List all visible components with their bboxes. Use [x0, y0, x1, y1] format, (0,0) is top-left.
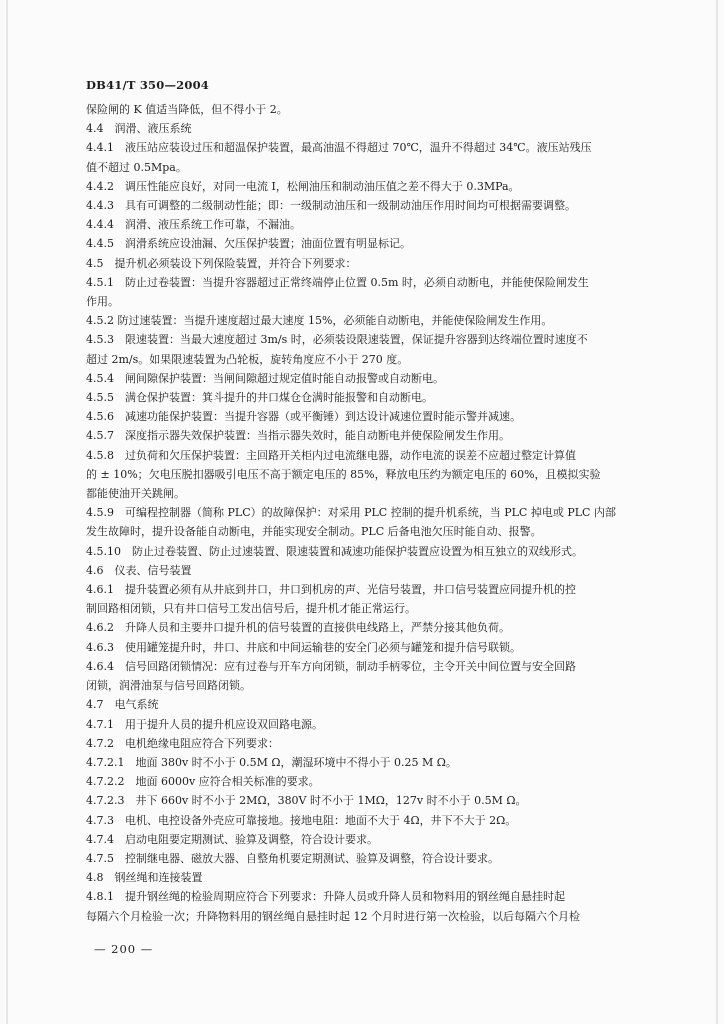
text-line: 4.7 电气系统 — [86, 698, 159, 712]
text-line: 4.7.4 启动电阻要定期测试、验算及调整，符合设计要求。 — [86, 832, 378, 846]
text-line: 4.7.5 控制继电器、磁放大器、自整角机要定期测试、验算及调整，符合设计要求。 — [86, 851, 499, 865]
scan-edge-right — [716, 0, 718, 1024]
text-line: 4.5 提升机必须装设下列保险装置，并符合下列要求： — [86, 256, 357, 270]
text-line: 每隔六个月检验一次；升降物料用的钢丝绳自悬挂时起 12 个月时进行第一次检验，以后每隔六个月检 — [86, 909, 580, 923]
text-line: 4.7.2.3 井下 660v 时不小于 2MΩ，380V 时不小于 1MΩ，127v 时不小于 0.5M Ω。 — [86, 794, 527, 808]
text-line: 4.5.4 闸间隙保护装置：当闸间隙超过规定值时能自动报警或自动断电。 — [86, 371, 444, 385]
text-line: 4.8 钢丝绳和连接装置 — [86, 871, 203, 885]
text-line: 4.5.6 减速功能保护装置：当提升容器（或平衡锤）到达设计减速位置时能示警并减速。 — [86, 410, 521, 424]
text-line: 4.5.3 限速装置：当最大速度超过 3m/s 时，必须装设限速装置，保证提升容器到达终端位置时速度不 — [86, 333, 588, 347]
standard-code-header: DB41/T 350—2004 — [86, 78, 209, 92]
text-line: 4.4.1 液压站应装设过压和超温保护装置，最高油温不得超过 70℃，温升不得超过 34℃。液压站残压 — [86, 141, 592, 155]
text-line: 4.5.10 防止过卷装置、防止过速装置、限速装置和减速功能保护装置应设置为相互独立的双线形式。 — [86, 544, 583, 558]
text-line: 闭锁，润滑油泵与信号回路闭锁。 — [86, 679, 251, 693]
text-line: 值不超过 0.5Mpa。 — [86, 160, 187, 174]
text-line: 4.5.1 防止过卷装置：当提升容器超过正常终端停止位置 0.5m 时，必须自动断电，并能使保险闸发生 — [86, 275, 589, 289]
text-line: 发生故障时，提升设备能自动断电，并能实现安全制动。PLC 后备电池欠压时能自动、报警。 — [86, 525, 542, 539]
text-line: 4.8.1 提升钢丝绳的检验周期应符合下列要求：升降人员或升降人员和物料用的钢丝绳自悬挂时起 — [86, 890, 565, 904]
text-line: 4.7.1 用于提升人员的提升机应设双回路电源。 — [86, 717, 323, 731]
text-line: 4.4.4 润滑、液压系统工作可靠，不漏油。 — [86, 218, 301, 232]
text-line: 4.7.3 电机、电控设备外壳应可靠接地。接地电阻：地面不大于 4Ω，井下不大于 2Ω。 — [86, 813, 517, 827]
text-line: 4.4.2 调压性能应良好，对同一电流 I，松闸油压和制动油压值之差不得大于 0.3MPa。 — [86, 179, 520, 193]
text-line: 4.6.2 升降人员和主要井口提升机的信号装置的直接供电线路上，严禁分接其他负荷。 — [86, 621, 510, 635]
text-line: 制回路相闭锁，只有井口信号工发出信号后，提升机才能正常运行。 — [86, 602, 416, 616]
text-line: 的 ± 10%；欠电压脱扣器吸引电压不高于额定电压的 85%，释放电压约为额定电压的 60%，且模拟实验 — [86, 467, 601, 481]
text-line: 保险闸的 K 值适当降低，但不得小于 2。 — [86, 103, 288, 116]
text-line: 4.7.2 电机绝缘电阻应符合下列要求： — [86, 736, 279, 750]
text-line: 4.6.3 使用罐笼提升时，井口、井底和中间运输巷的安全门必须与罐笼和提升信号联锁。 — [86, 640, 521, 654]
text-line: 都能使油开关跳闸。 — [86, 487, 185, 501]
scan-edge-left — [6, 0, 8, 1024]
text-line: 4.6.4 信号回路闭锁情况：应有过卷与开车方向闭锁，制动手柄零位，主令开关中间位置与安全回路 — [86, 659, 576, 673]
text-line: 4.7.2.1 地面 380v 时不小于 0.5M Ω，潮湿环境中不得小于 0.25 M Ω。 — [86, 755, 457, 769]
text-line: 4.5.8 过负荷和欠压保护装置：主回路开关柜内过电流继电器，动作电流的误差不应超过整定计算值 — [86, 448, 576, 462]
document-body — [86, 100, 666, 926]
text-line: 4.5.5 满仓保护装置：箕斗提升的井口煤仓仓满时能报警和自动断电。 — [86, 391, 433, 405]
text-line: 4.4.3 具有可调整的二级制动性能；即：一级制动油压和一级制动油压作用时间均可根据需要调整。 — [86, 199, 576, 213]
page-number: — 200 — — [94, 942, 154, 956]
text-line: 作用。 — [86, 295, 119, 309]
text-line: 4.4.5 润滑系统应设油漏、欠压保护装置；油面位置有明显标记。 — [86, 237, 411, 251]
text-line: 4.4 润滑、液压系统 — [86, 122, 192, 136]
text-line: 4.6 仪表、信号装置 — [86, 563, 192, 577]
text-line: 4.5.2 防过速装置：当提升速度超过最大速度 15%，必须能自动断电，并能使保险闸发生作用。 — [86, 314, 553, 328]
text-line: 4.6.1 提升装置必须有从井底到井口，井口到机房的声、光信号装置，井口信号装置应同提升机的控 — [86, 583, 576, 597]
text-line: 4.7.2.2 地面 6000v 应符合相关标准的要求。 — [86, 775, 320, 789]
text-line: 4.5.9 可编程控制器（简称 PLC）的故障保护：对采用 PLC 控制的提升机系统，当 PLC 掉电或 PLC 内部 — [86, 506, 616, 520]
text-line: 超过 2m/s。如果限速装置为凸轮板，旋转角度应不小于 270 度。 — [86, 352, 409, 366]
text-line: 4.5.7 深度指示器失效保护装置：当指示器失效时，能自动断电并使保险闸发生作用。 — [86, 429, 510, 443]
